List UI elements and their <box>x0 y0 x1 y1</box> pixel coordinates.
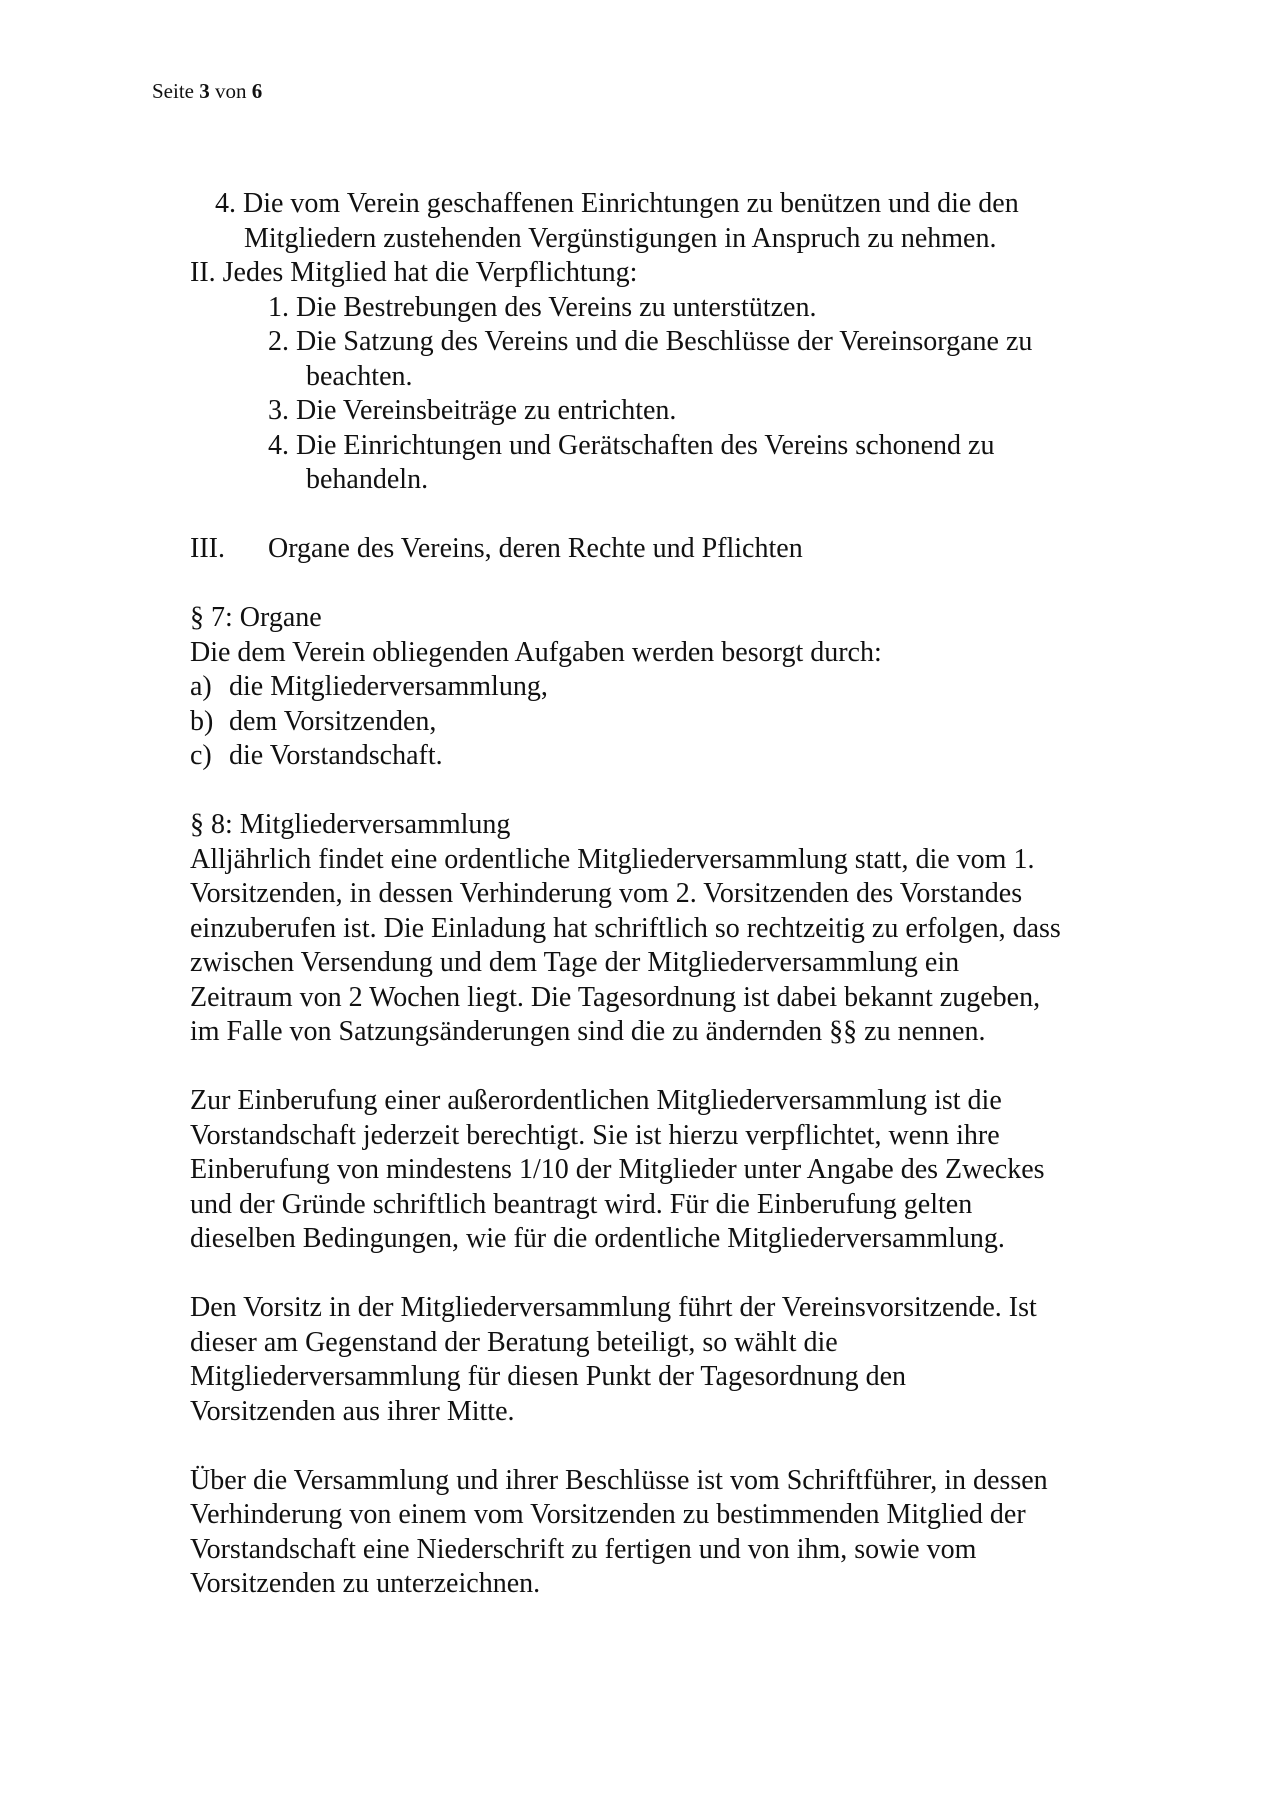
rights-item-4-line2: Mitgliedern zustehenden Vergünstigungen in Anspruch zu nehmen. <box>244 222 997 254</box>
par8-p3-line2: dieser am Gegenstand der Beratung beteiligt, so wählt die <box>190 1326 838 1358</box>
header-middle: von <box>215 79 247 103</box>
par8-p4-line1: Über die Versammlung und ihrer Beschlüsse ist vom Schriftführer, in dessen <box>190 1464 1048 1496</box>
par8-title: § 8: Mitgliederversammlung <box>190 809 511 840</box>
par7-item-a-letter: a) <box>190 671 212 702</box>
par7-item-c <box>190 739 1190 774</box>
duty-item-1 <box>190 291 1190 326</box>
par8-p2-line4: und der Gründe schriftlich beantragt wird. Für die Einberufung gelten <box>190 1188 973 1220</box>
par7-item-b <box>190 705 1190 740</box>
par8-p4-line3: Vorstandschaft eine Niederschrift zu fertigen und von ihm, sowie vom <box>190 1533 977 1565</box>
par8-paragraph-3 <box>190 1291 1190 1429</box>
par7-item-a <box>190 670 1190 705</box>
par8-p3-line1: Den Vorsitz in der Mitgliederversammlung führt der Vereinsvorsitzende. Ist <box>190 1292 1037 1323</box>
section-3-roman: III. <box>190 533 225 564</box>
par8-p1-line1: Alljährlich findet eine ordentliche Mitgliederversammlung statt, die vom 1. <box>190 843 1035 875</box>
par8-p4-line2: Verhinderung von einem vom Vorsitzenden zu bestimmenden Mitglied der <box>190 1499 1026 1530</box>
duty-item-2-cont: beachten. <box>306 360 413 392</box>
par7-item-a-text: die Mitgliederversammlung, <box>229 671 548 702</box>
rights-item-4-number: 4. <box>215 188 236 219</box>
par7-item-b-letter: b) <box>190 705 214 737</box>
par8-p2-line2: Vorstandschaft jederzeit berechtigt. Sie ist hierzu verpflichtet, wenn ihre <box>190 1119 1000 1151</box>
par8-paragraph-1 <box>190 843 1190 1050</box>
header-prefix: Seite <box>152 79 194 103</box>
par8-p1-line2: Vorsitzenden, in dessen Verhinderung vom 2. Vorsitzenden des Vorstandes <box>190 878 1023 909</box>
par8-p1-line6: im Falle von Satzungsänderungen sind die zu ändernden §§ zu nennen. <box>190 1016 986 1047</box>
par7-intro: Die dem Verein obliegenden Aufgaben werden besorgt durch: <box>190 636 882 668</box>
par8-paragraph-4 <box>190 1464 1190 1602</box>
par7-item-b-text: dem Vorsitzenden, <box>229 705 437 737</box>
document-body <box>190 187 1190 1602</box>
page-header <box>152 78 262 104</box>
duties-heading: II. Jedes Mitglied hat die Verpflichtung: <box>190 257 638 288</box>
par7-title: § 7: Organe <box>190 602 322 633</box>
section-3-heading <box>190 532 1190 567</box>
duty-item-3-number: 3. <box>268 395 289 426</box>
duty-item-4-cont: behandeln. <box>306 464 429 495</box>
rights-item-4-line1 <box>190 187 1190 222</box>
rights-item-4-text1: Die vom Verein geschaffenen Einrichtungen zu benützen und die den <box>243 188 1019 219</box>
par8-p2-line3: Einberufung von mindestens 1/10 der Mitglieder unter Angabe des Zweckes <box>190 1154 1045 1185</box>
duty-item-4-number: 4. <box>268 429 289 461</box>
duty-item-1-number: 1. <box>268 291 289 323</box>
par8-p1-line4: zwischen Versendung und dem Tage der Mitgliederversammlung ein <box>190 947 960 978</box>
duty-item-3 <box>190 394 1190 429</box>
par8-p3-line4: Vorsitzenden aus ihrer Mitte. <box>190 1395 515 1427</box>
par8-p2-line1: Zur Einberufung einer außerordentlichen Mitgliederversammlung ist die <box>190 1085 1002 1116</box>
par8-p4-line4: Vorsitzenden zu unterzeichnen. <box>190 1568 541 1599</box>
section-3-title: Organe des Vereins, deren Rechte und Pflichten <box>268 533 803 564</box>
duty-item-2-text: Die Satzung des Vereins und die Beschlüsse der Vereinsorgane zu <box>296 326 1033 357</box>
par8-p3-line3: Mitgliederversammlung für diesen Punkt der Tagesordnung den <box>190 1361 907 1392</box>
duty-item-1-text: Die Bestrebungen des Vereins zu unterstützen. <box>296 291 817 323</box>
par8-paragraph-2 <box>190 1084 1190 1257</box>
par8-p2-line5: dieselben Bedingungen, wie für die ordentliche Mitgliederversammlung. <box>190 1223 1005 1254</box>
duty-item-4 <box>190 429 1190 464</box>
par8-p1-line3: einzuberufen ist. Die Einladung hat schriftlich so rechtzeitig zu erfolgen, dass <box>190 912 1061 944</box>
duty-item-2 <box>190 325 1190 360</box>
duty-item-4-text: Die Einrichtungen und Gerätschaften des Vereins schonend zu <box>296 429 995 461</box>
par7-item-c-letter: c) <box>190 740 212 771</box>
par8-p1-line5: Zeitraum von 2 Wochen liegt. Die Tagesordnung ist dabei bekannt zugeben, <box>190 981 1041 1013</box>
header-page-current: 3 <box>199 79 210 103</box>
duty-item-2-number: 2. <box>268 326 289 357</box>
par7-item-c-text: die Vorstandschaft. <box>229 740 443 771</box>
duty-item-3-text: Die Vereinsbeiträge zu entrichten. <box>296 395 677 426</box>
header-page-total: 6 <box>251 79 263 103</box>
